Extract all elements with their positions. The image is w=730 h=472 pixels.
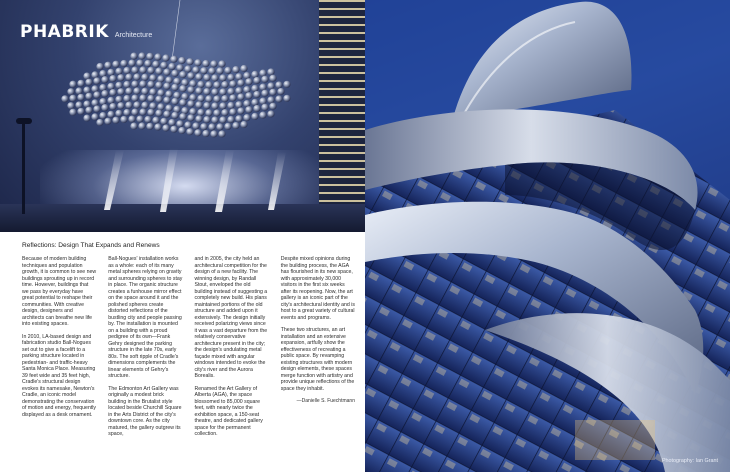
mirror-sphere [176, 64, 183, 71]
mirror-sphere [107, 111, 114, 118]
article-column-3 [195, 256, 269, 461]
mirror-sphere [178, 127, 185, 134]
mirror-sphere [240, 121, 247, 128]
mirror-sphere [229, 94, 236, 101]
mirror-sphere [149, 102, 156, 109]
mirror-sphere [144, 60, 151, 67]
mirror-sphere [149, 74, 156, 81]
mirror-sphere [203, 88, 210, 95]
paragraph: Despite mixed opinions during the building process, the AGA has flourished in its new space, with approximately 30,000 visitors in the first six weeks after its reopening. Now, the art gallery is an iconic part of the city's architectural identity and is host to a great variety of cultural events and programs. [280, 256, 355, 321]
mirror-sphere [187, 86, 194, 93]
mirror-sphere [235, 73, 242, 80]
mirror-sphere [219, 74, 226, 81]
mirror-sphere [93, 91, 100, 98]
mirror-sphere [203, 74, 210, 81]
mirror-sphere [237, 93, 244, 100]
brand-logo: PHABRIK [20, 22, 109, 42]
mirror-sphere [163, 83, 170, 90]
mirror-sphere [203, 116, 210, 123]
mirror-sphere [115, 110, 122, 117]
mirror-sphere [133, 101, 140, 108]
mirror-sphere [117, 102, 124, 109]
mirror-sphere [219, 88, 226, 95]
mirror-sphere [123, 81, 130, 88]
mirror-sphere [237, 107, 244, 114]
mirror-sphere [112, 61, 119, 68]
mirror-sphere [205, 81, 212, 88]
mirror-sphere [144, 116, 151, 123]
mirror-sphere [77, 94, 84, 101]
mirror-sphere [109, 89, 116, 96]
mirror-sphere [261, 76, 268, 83]
mirror-sphere [187, 114, 194, 121]
mirror-sphere [107, 69, 114, 76]
mirror-sphere [168, 63, 175, 70]
mirror-sphere [200, 123, 207, 130]
mirror-sphere [115, 68, 122, 75]
mirror-sphere [155, 68, 162, 75]
mirror-sphere [227, 88, 234, 95]
mirror-sphere [243, 72, 250, 79]
mirror-sphere [213, 81, 220, 88]
mirror-sphere [275, 95, 282, 102]
mirror-sphere [205, 109, 212, 116]
mirror-sphere [131, 94, 138, 101]
mirror-sphere [125, 88, 132, 95]
mirror-sphere [147, 109, 154, 116]
mirror-sphere [154, 123, 161, 130]
mirror-sphere [77, 108, 84, 115]
mirror-sphere [243, 100, 250, 107]
mirror-sphere [155, 110, 162, 117]
mirror-sphere [171, 84, 178, 91]
mirror-sphere [163, 111, 170, 118]
mirror-sphere [216, 67, 223, 74]
mirror-sphere [179, 113, 186, 120]
mirror-sphere [232, 122, 239, 129]
paragraph: The Edmonton Art Gallery was originally a modest brick building in the Brutalist style located beside Churchill Square in the Arts District of the city's downtown core. As the city matured, the gallery outgrew its space, [108, 385, 182, 437]
mirror-sphere [101, 90, 108, 97]
mirror-sphere [77, 80, 84, 87]
mirror-sphere [160, 118, 167, 125]
mirror-sphere [165, 76, 172, 83]
mirror-sphere [283, 81, 290, 88]
mirror-sphere [261, 90, 268, 97]
mirror-sphere [179, 71, 186, 78]
mirror-sphere [109, 75, 116, 82]
mirror-sphere [83, 86, 90, 93]
mirror-sphere [259, 112, 266, 119]
mirror-sphere [202, 130, 209, 137]
mirror-sphere [152, 117, 159, 124]
article-column-2 [108, 256, 182, 461]
mirror-sphere [138, 52, 145, 59]
mirror-sphere [232, 66, 239, 73]
mirror-sphere [211, 116, 218, 123]
mirror-sphere [107, 83, 114, 90]
mirror-sphere [187, 72, 194, 79]
paragraph: Renamed the Art Gallery of Alberta (AGA), the space blossomed to 85,000 square feet, with nearly twice the exhibition space, a 150-seat theatre, and dedicated gallery space for the permanent collection. [194, 385, 263, 437]
mirror-sphere [176, 120, 183, 127]
paragraph: Ball-Nogues' installation works as a whole: each of its many metal spheres relying on gravity and surrounding spheres to stay in place. The organic structure creates a funhouse mirror effect on the space around it and the polished spheres create distorted reflections of the bustling city and people passing by. The installation is mounted on a building with a proud pedigree of its own—Frank Gehry designed the parking structure in the late 70s, early 80s. The soft ripple of Cradle's dimensions complements the linear elements of Gehry's structure. [108, 256, 183, 379]
mirror-sphere [128, 59, 135, 66]
mirror-sphere [117, 74, 124, 81]
mirror-sphere [205, 95, 212, 102]
mirror-sphere [189, 108, 196, 115]
mirror-sphere [178, 57, 185, 64]
mirror-sphere [192, 66, 199, 73]
mirror-sphere [235, 115, 242, 122]
mirror-sphere [131, 66, 138, 73]
mirror-sphere [163, 97, 170, 104]
mirror-sphere [187, 100, 194, 107]
mirror-sphere [275, 81, 282, 88]
mirror-sphere [136, 115, 143, 122]
mirror-sphere [218, 60, 225, 67]
mirror-sphere [243, 86, 250, 93]
mirror-sphere [162, 124, 169, 131]
mirror-sphere [147, 67, 154, 74]
paragraph: In 2010, LA-based design and fabrication studio Ball-Nogues set out to give a facelift to a parking structure located in pedestrian- and traffic-heavy Santa Monica Place. Measuring 39 feet wide and 35 feet high, Cradle's structural design evokes its namesake, Newton's Cradle, an iconic model demonstrating the conservation of motion and energy, frequently displayed as a desk ornament. [22, 333, 97, 418]
mirror-sphere [160, 62, 167, 69]
mirror-sphere [91, 113, 98, 120]
mirror-sphere [120, 116, 127, 123]
mirror-sphere [200, 67, 207, 74]
mirror-sphere [101, 76, 108, 83]
mirror-sphere [157, 75, 164, 82]
mirror-sphere [83, 72, 90, 79]
article-column-4 [281, 256, 355, 461]
mirror-sphere [165, 90, 172, 97]
photo-credit: Photography: Ian Grant [661, 458, 718, 464]
mirror-sphere [197, 95, 204, 102]
mirror-sphere [138, 122, 145, 129]
mirror-sphere [146, 123, 153, 130]
mirror-sphere [123, 67, 130, 74]
mirror-sphere [69, 81, 76, 88]
mirror-sphere [235, 87, 242, 94]
mirror-sphere [168, 119, 175, 126]
mirror-sphere [203, 102, 210, 109]
mirror-sphere [194, 59, 201, 66]
mirror-sphere [219, 116, 226, 123]
mirror-sphere [211, 74, 218, 81]
mirror-sphere [165, 104, 172, 111]
mirror-sphere [120, 60, 127, 67]
mirror-sphere [186, 58, 193, 65]
mirror-sphere [83, 114, 90, 121]
mirror-sphere [213, 95, 220, 102]
mirror-sphere [93, 77, 100, 84]
mirror-sphere [186, 128, 193, 135]
mirror-sphere [229, 108, 236, 115]
mirror-sphere [189, 80, 196, 87]
mirror-sphere [96, 63, 103, 70]
mirror-sphere [184, 121, 191, 128]
mirror-sphere [157, 89, 164, 96]
mirror-sphere [253, 105, 260, 112]
mirror-sphere [195, 87, 202, 94]
mirror-sphere [85, 93, 92, 100]
mirror-sphere [245, 92, 252, 99]
mirror-sphere [112, 117, 119, 124]
mirror-sphere [179, 99, 186, 106]
mirror-sphere [171, 70, 178, 77]
mirror-sphere [75, 87, 82, 94]
mirror-sphere [184, 65, 191, 72]
mirror-sphere [61, 95, 68, 102]
mirror-sphere [139, 108, 146, 115]
mirror-sphere [235, 101, 242, 108]
mirror-sphere [136, 59, 143, 66]
mirror-sphere [155, 82, 162, 89]
mirror-sphere [261, 104, 268, 111]
mirror-sphere [224, 123, 231, 130]
mirror-sphere [224, 67, 231, 74]
mirror-sphere [197, 109, 204, 116]
mirror-sphere [194, 129, 201, 136]
article-heading: Reflections: Design That Expands and Renews [22, 242, 160, 249]
mirror-sphere [219, 102, 226, 109]
mirror-sphere [139, 80, 146, 87]
mirror-sphere [195, 73, 202, 80]
mirror-sphere [67, 102, 74, 109]
mirror-sphere [69, 109, 76, 116]
mirror-sphere [85, 79, 92, 86]
mirror-sphere [259, 84, 266, 91]
mirror-sphere [133, 73, 140, 80]
mirror-sphere [109, 103, 116, 110]
mirror-sphere [147, 95, 154, 102]
mirror-sphere [283, 95, 290, 102]
paragraph: Because of modern building techniques and population growth, it is common to see new buildings sprouting up in record time. However, buildings that we pass by everyday have great potential to reshape their communities. With creative design, designers and architects can breathe new life into existing spaces. [22, 256, 97, 327]
mirror-sphere [115, 82, 122, 89]
mirror-sphere [146, 53, 153, 60]
article-body [22, 256, 355, 461]
mirror-sphere [115, 96, 122, 103]
masthead [20, 22, 152, 42]
mirror-sphere [125, 74, 132, 81]
mirror-sphere [83, 100, 90, 107]
mirror-sphere [208, 67, 215, 74]
mirror-sphere [85, 107, 92, 114]
mirror-sphere [123, 95, 130, 102]
mirror-sphere [75, 101, 82, 108]
mirror-sphere [130, 123, 137, 130]
mirror-sphere [157, 103, 164, 110]
mirror-sphere [240, 65, 247, 72]
mirror-sphere [192, 122, 199, 129]
mirror-sphere [259, 98, 266, 105]
mirror-sphere [139, 66, 146, 73]
mirror-sphere [210, 60, 217, 67]
mirror-sphere [197, 81, 204, 88]
mirror-sphere [141, 102, 148, 109]
mirror-sphere [227, 74, 234, 81]
mirror-sphere [216, 123, 223, 130]
mirror-sphere [245, 106, 252, 113]
mirror-sphere [170, 126, 177, 133]
mirror-sphere [269, 103, 276, 110]
mirror-sphere [141, 88, 148, 95]
mirror-sphere [221, 95, 228, 102]
mirror-sphere [267, 68, 274, 75]
mirror-sphere [96, 119, 103, 126]
mirror-sphere [243, 114, 250, 121]
mirror-sphere [93, 105, 100, 112]
author-signature: —Danielle S. Fuechtmann [296, 398, 355, 404]
mirror-sphere [253, 91, 260, 98]
mirror-sphere [211, 88, 218, 95]
mirror-sphere [221, 81, 228, 88]
article-column-1 [22, 256, 96, 461]
mirror-sphere [267, 96, 274, 103]
mirror-sphere [210, 130, 217, 137]
art-gallery-photo [365, 0, 730, 472]
mirror-sphere [139, 94, 146, 101]
mirror-sphere [213, 109, 220, 116]
mirror-sphere [211, 102, 218, 109]
mirror-sphere [130, 53, 137, 60]
mirror-sphere [163, 69, 170, 76]
mirror-sphere [104, 118, 111, 125]
mirror-sphere [267, 110, 274, 117]
section-label: Architecture [114, 32, 153, 39]
paragraph: These two structures, an art installation and an extensive expansion, artfully show the effectiveness of recreating a public space. By revamping existing structures with modern design elements, these spaces merge function with artistry and provide unique reflections of the space they inhabit. [280, 327, 355, 392]
mirror-sphere [229, 80, 236, 87]
mirror-sphere [237, 79, 244, 86]
mirror-sphere [104, 62, 111, 69]
mirror-sphere [269, 89, 276, 96]
mirror-sphere [107, 97, 114, 104]
mirror-sphere [154, 53, 161, 60]
mirror-sphere [117, 88, 124, 95]
mirror-sphere [162, 54, 169, 61]
mirror-sphere [267, 82, 274, 89]
paragraph: and in 2005, the city held an architectural competition for the design of a new facility. The winning design, by Randall Stout, enveloped the old building instead of suggesting a completely new build. His plans maintained portions of the old structure and added upon it extensively. The design initially received polarizing views since it was a vast departure from the relatively conservative architecture present in the city; the design's undulating metal façade mixed with angular windows intended to evoke the city's river and the Aurora Borealis. [194, 256, 268, 379]
mirror-sphere [189, 94, 196, 101]
mirror-sphere [179, 85, 186, 92]
mirror-sphere [128, 115, 135, 122]
mirror-sphere [170, 56, 177, 63]
mirror-sphere [195, 101, 202, 108]
mirror-sphere [227, 102, 234, 109]
mirror-sphere [149, 88, 156, 95]
mirror-sphere [245, 78, 252, 85]
mirror-sphere [208, 123, 215, 130]
mirror-sphere [131, 108, 138, 115]
mirror-sphere [141, 74, 148, 81]
mirror-sphere [251, 113, 258, 120]
mirror-sphere [155, 96, 162, 103]
mirror-sphere [147, 81, 154, 88]
mirror-sphere [195, 115, 202, 122]
mirror-sphere [101, 104, 108, 111]
mirror-sphere [171, 112, 178, 119]
mirror-sphere [269, 75, 276, 82]
mirror-sphere [152, 61, 159, 68]
mirror-sphere [259, 70, 266, 77]
mirror-sphere [131, 80, 138, 87]
mirror-sphere [221, 109, 228, 116]
mirror-sphere [218, 130, 225, 137]
mirror-sphere [171, 98, 178, 105]
mirror-sphere [69, 95, 76, 102]
mirror-sphere [67, 88, 74, 95]
mirror-sphere [253, 77, 260, 84]
mirror-sphere [123, 109, 130, 116]
mirror-sphere [277, 88, 284, 95]
mirror-sphere [133, 87, 140, 94]
mirror-sphere [202, 60, 209, 67]
mirror-sphere [227, 116, 234, 123]
mirror-sphere [125, 102, 132, 109]
mirror-sphere [99, 112, 106, 119]
gallery-facade [365, 0, 730, 472]
